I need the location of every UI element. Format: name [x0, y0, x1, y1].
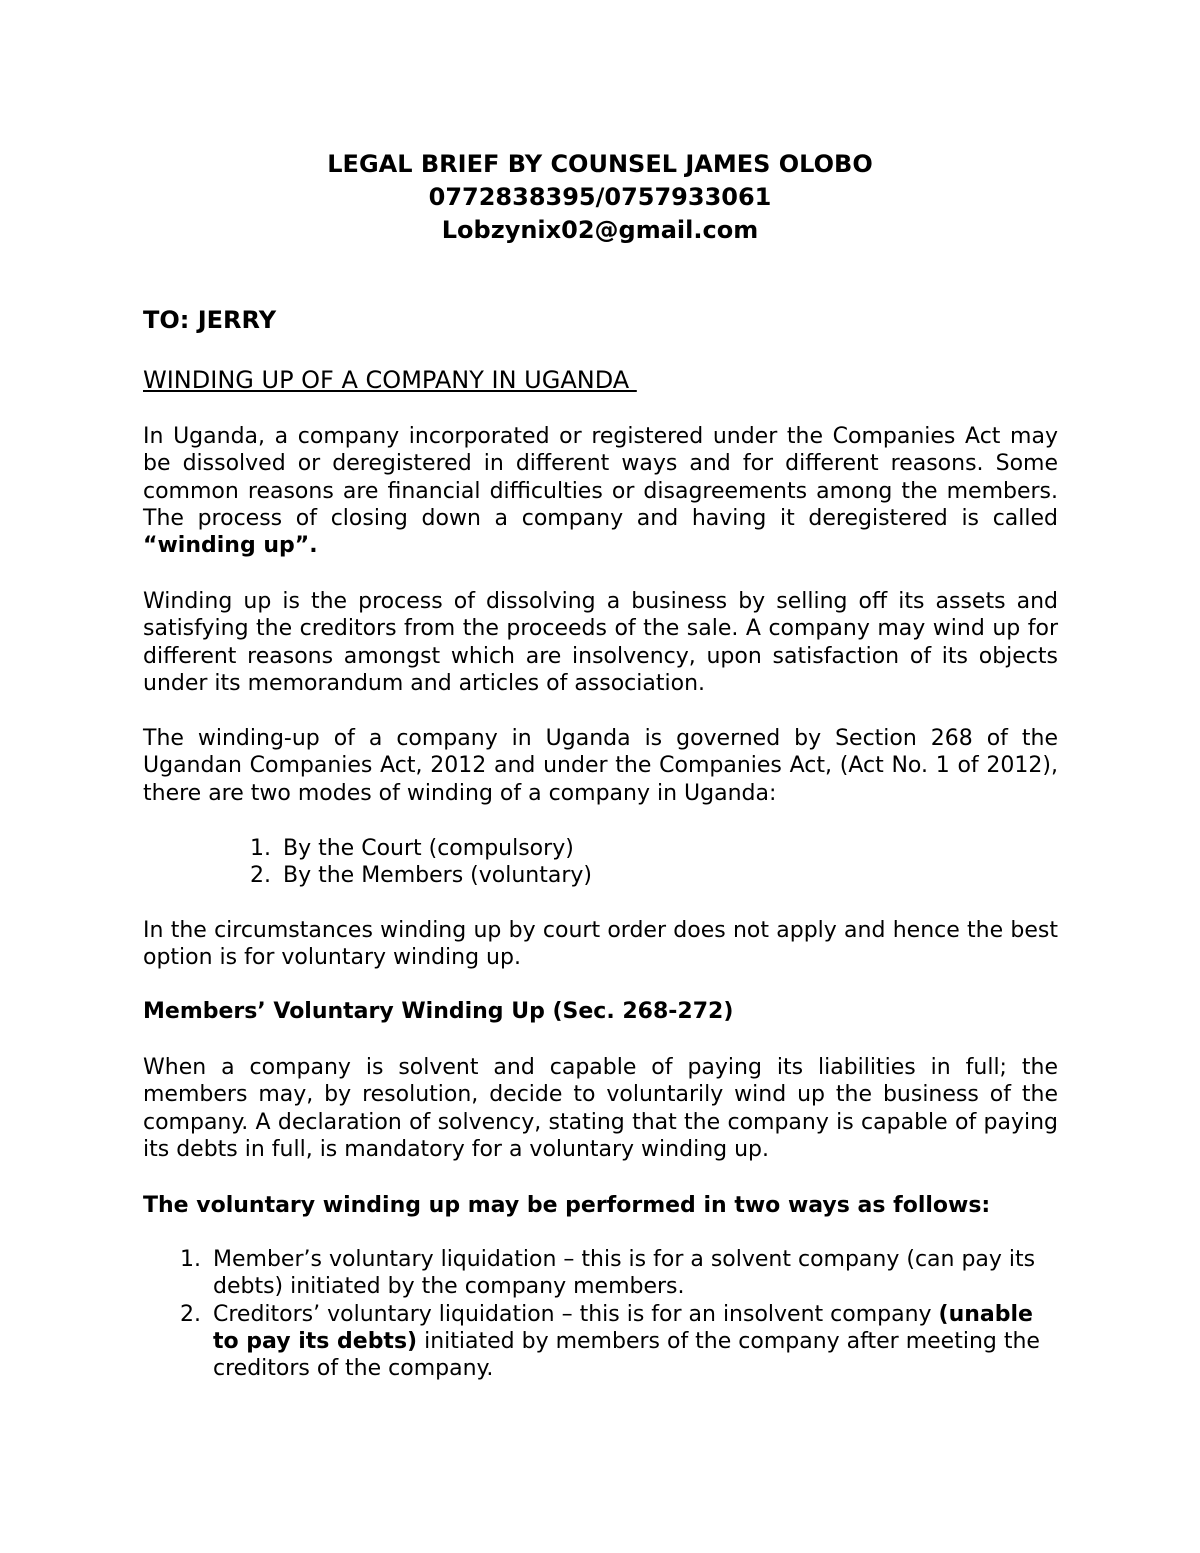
- winding-up-term: “winding up”.: [143, 533, 318, 559]
- list-item-text: By the Members (voluntary): [283, 863, 592, 889]
- brief-title: LEGAL BRIEF BY COUNSEL JAMES OLOBO: [327, 150, 873, 178]
- list-item-text: Creditors’ voluntary liquidation – this is for an insolvent company: [213, 1301, 939, 1327]
- bold-phrase: (unable to pay its debts): [213, 1301, 1033, 1354]
- ways-heading: The voluntary winding up may be performed in two ways as follows:: [143, 1193, 991, 1218]
- list-number: 2.: [250, 863, 271, 889]
- list-item-text: Member’s voluntary liquidation – this is for a solvent company (can pay its debts) initiated by the company members.: [213, 1247, 1036, 1300]
- members-heading: Members’ Voluntary Winding Up (Sec. 268-272): [143, 999, 734, 1024]
- document-title: WINDING UP OF A COMPANY IN UGANDA: [143, 366, 637, 394]
- list-item: [180, 1301, 1058, 1383]
- intro-text: In Uganda, a company incorporated or registered under the Companies Act may be dissolved or deregistered in different ways and for different reasons. Some common reasons are financial difficulties or disagreements among the members. The process of closing down a company and having it deregistered is called: [143, 424, 1058, 531]
- list-item: [250, 835, 983, 862]
- ways-list: [180, 1246, 1058, 1382]
- modes-list: [250, 835, 983, 890]
- list-item: [180, 1246, 1058, 1301]
- email-address: Lobzynix02@gmail.com: [441, 216, 759, 244]
- list-number: 1.: [250, 836, 271, 861]
- governing-law-paragraph: The winding-up of a company in Uganda is governed by Section 268 of the Ugandan Companies Act, 2012 and under the Companies Act, (Act No. 1 of 2012), there are two modes of winding of a company in Uganda:: [143, 726, 1058, 806]
- list-item: [250, 862, 983, 889]
- circumstances-paragraph: In the circumstances winding up by court order does not apply and hence the best option is for voluntary winding up.: [143, 918, 1058, 971]
- intro-paragraph: [143, 423, 1058, 559]
- list-number: 1.: [180, 1247, 201, 1272]
- phone-numbers: 0772838395/0757933061: [428, 183, 772, 211]
- list-number: 2.: [180, 1301, 201, 1327]
- solvency-paragraph: When a company is solvent and capable of paying its liabilities in full; the members may, by resolution, decide to voluntarily wind up the business of the company. A declaration of solvency, stating that the company is capable of paying its debts in full, is mandatory for a voluntary winding up.: [143, 1055, 1058, 1162]
- list-item-text: initiated by members of the company after meeting the creditors of the company.: [213, 1328, 1040, 1382]
- definition-paragraph: Winding up is the process of dissolving a business by selling off its assets and satisfying the creditors from the proceeds of the sale. A company may wind up for different reasons amongst which are insolvency, upon satisfaction of its objects under its memorandum and articles of association.: [143, 589, 1058, 696]
- list-item-text: By the Court (compulsory): [283, 836, 574, 861]
- recipient-line: TO: JERRY: [143, 306, 277, 334]
